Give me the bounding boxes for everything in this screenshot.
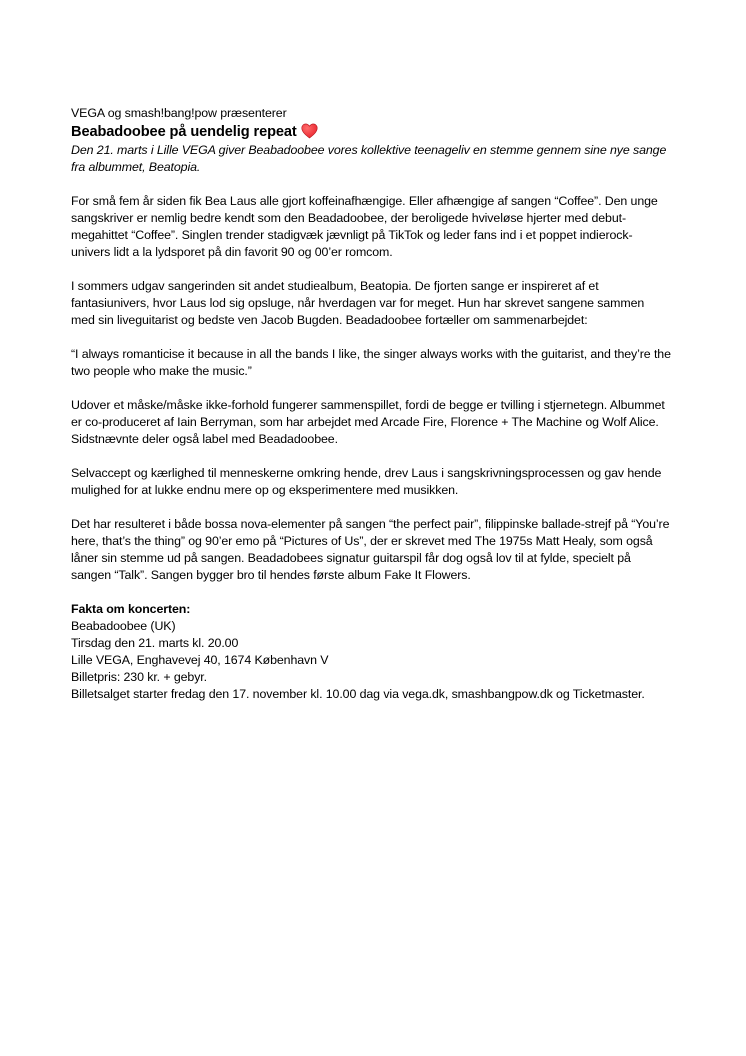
article-body xyxy=(71,193,671,584)
facts-heading: Fakta om koncerten: xyxy=(71,602,191,616)
document-page xyxy=(71,105,671,703)
body-paragraph: For små fem år siden fik Bea Laus alle gjort koffeinafhængige. Eller afhængige af sangen “Coffee”. Den unge sangskriver er nemlig bedre kendt som den Beadadoobee, der beroligede hviveløse hjerter med debut-megahittet “Coffee”. Singlen trender stadigvæk jævnligt på TikTok og leder fans ind i et poppet indierock-univers lidt a la lydsporet på din favorit 90 og 00’er romcom. xyxy=(71,194,658,259)
facts-line: Billetpris: 230 kr. + gebyr. xyxy=(71,670,207,684)
page-title xyxy=(71,122,671,142)
body-paragraph: Det har resulteret i både bossa nova-elementer på sangen “the perfect pair”, filippinske ballade-strejf på “You’re here, that’s the thing” og 90’er emo på “Pictures of Us”, der er skrevet med The 1975s Matt Healy, som også låner sin stemme ud på sangen. Beadadobees signatur guitarspil får dog også lov til at fylde, specielt på sangen “Talk”. Sangen bygger bro til hendes første album Fake It Flowers. xyxy=(71,517,670,582)
subtitle: Den 21. marts i Lille VEGA giver Beabadoobee vores kollektive teenageliv en stemme gennem sine nye sange fra albummet, Beatopia. xyxy=(71,143,667,174)
body-paragraph: Selvaccept og kærlighed til menneskerne omkring hende, drev Laus i sangskrivningsprocessen og gav hende mulighed for at lukke endnu mere op og eksperimentere med musikken. xyxy=(71,466,662,497)
body-paragraph: I sommers udgav sangerinden sit andet studiealbum, Beatopia. De fjorten sange er inspireret af et fantasiunivers, hvor Laus lod sig opsluge, når hverdagen var for meget. Hun har skrevet sangene sammen med sin liveguitarist og bedste ven Jacob Bugden. Beadadoobee fortæller om sammenarbejdet: xyxy=(71,279,645,327)
facts-section xyxy=(71,601,671,703)
body-paragraph: Udover et måske/måske ikke-forhold fungerer sammenspillet, fordi de begge er tvilling i stjernetegn. Albummet er co-produceret af Iain Berryman, som har arbejdet med Arcade Fire, Florence + The Machine og Wolf Alice. Sidstnævnte deler også label med Beadadoobee. xyxy=(71,398,665,446)
facts-line: Beabadoobee (UK) xyxy=(71,619,176,633)
heart-icon xyxy=(301,123,318,139)
facts-line: Tirsdag den 21. marts kl. 20.00 xyxy=(71,636,239,650)
page-title-text: Beabadoobee på uendelig repeat xyxy=(71,124,297,140)
presenter-line: VEGA og smash!bang!pow præsenterer xyxy=(71,106,287,120)
facts-line: Lille VEGA, Enghavevej 40, 1674 København V xyxy=(71,653,329,667)
quote-paragraph: “I always romanticise it because in all the bands I like, the singer always works with the guitarist, and they’re the two people who make the music.” xyxy=(71,347,671,378)
facts-line: Billetsalget starter fredag den 17. november kl. 10.00 dag via vega.dk, smashbangpow.dk og Ticketmaster. xyxy=(71,687,645,701)
